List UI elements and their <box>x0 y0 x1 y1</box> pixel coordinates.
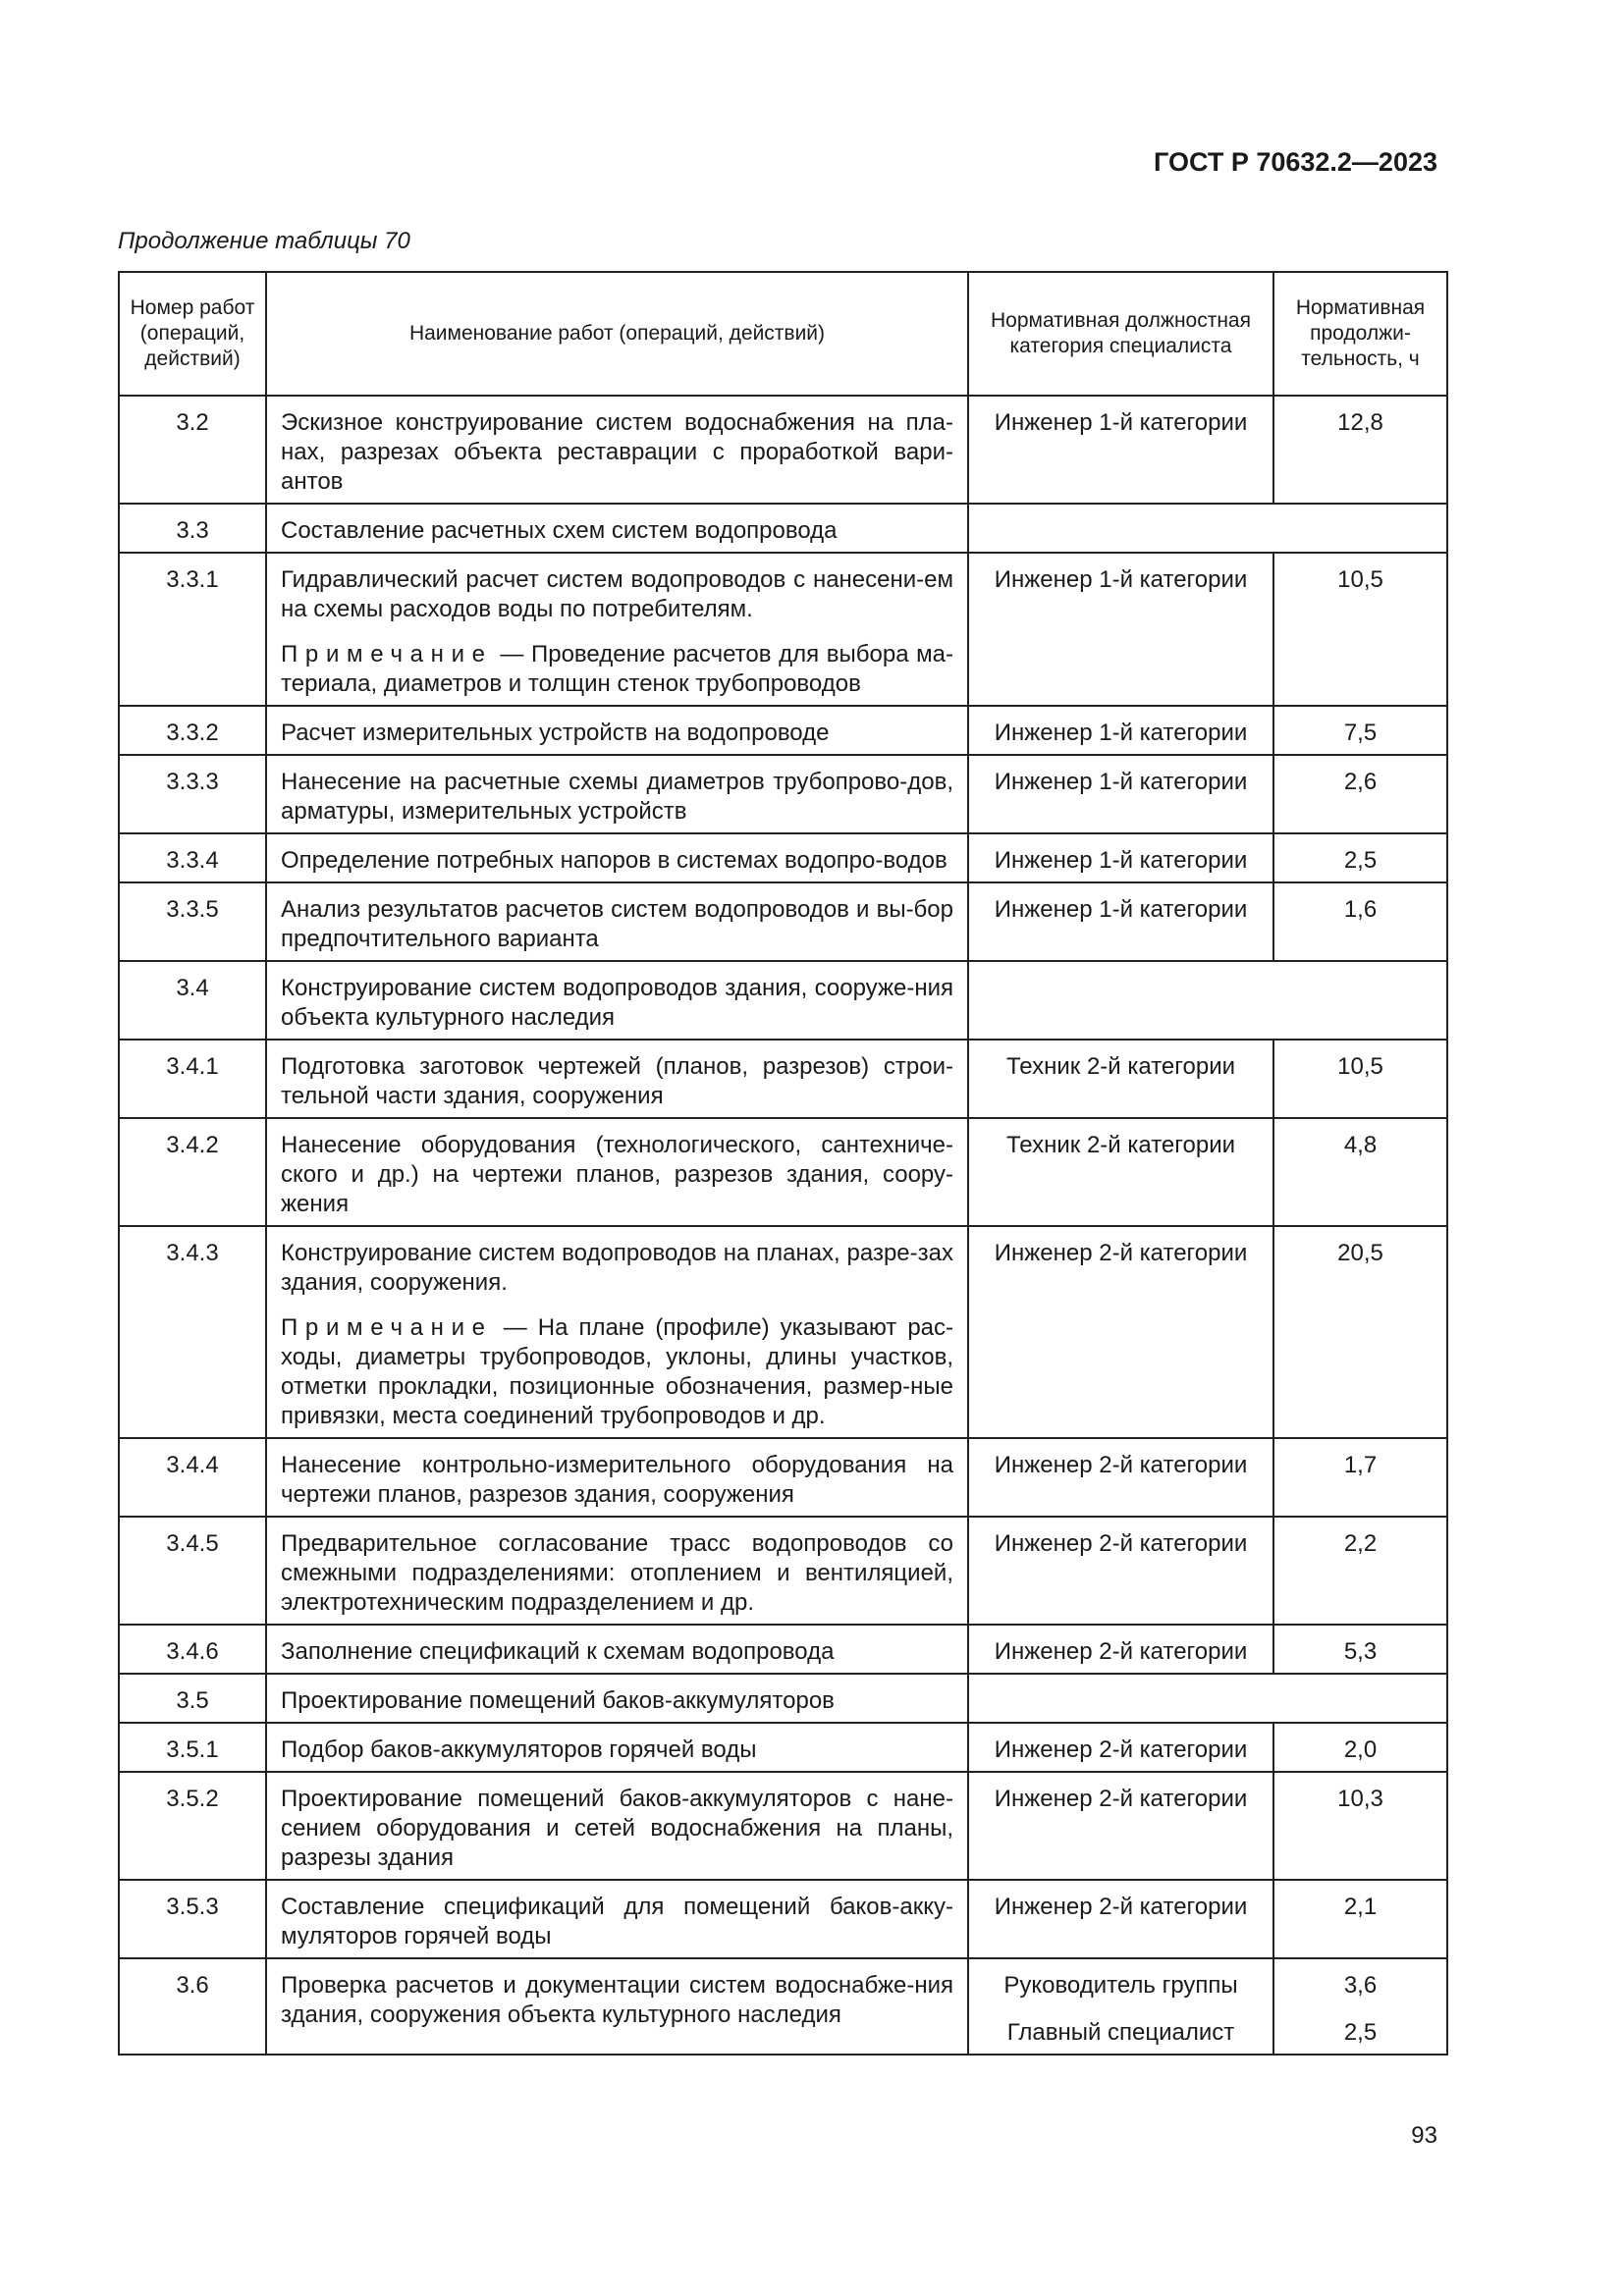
work-text: Нанесение контрольно-измерительного оборудования на чертежи планов, разрезов здания, сооружения <box>281 1452 953 1508</box>
table-row <box>119 1674 1447 1723</box>
work-name <box>266 553 968 706</box>
row-number: 3.5 <box>119 1674 266 1723</box>
norms-table <box>118 271 1448 2056</box>
table-row <box>119 1880 1447 1958</box>
duration-hours: 2,5 <box>1273 833 1447 882</box>
work-name <box>266 1118 968 1226</box>
work-name <box>266 1723 968 1772</box>
work-text: Проектирование помещений баков-аккумуляторов с нане-сением оборудования и сетей водоснабжения на планы, разрезы здания <box>281 1786 953 1871</box>
specialist-category: Инженер 2-й категории <box>968 1438 1273 1517</box>
work-text: Расчет измерительных устройств на водопроводе <box>281 720 830 746</box>
work-name <box>266 1517 968 1625</box>
specialist-category: Техник 2-й категории <box>968 1118 1273 1226</box>
table-row <box>119 1958 1447 2055</box>
work-text: Составление расчетных схем систем водопровода <box>281 517 838 544</box>
page-number: 93 <box>1411 2122 1437 2149</box>
table-caption: Продолжение таблицы 70 <box>118 228 410 254</box>
specialist-category: Инженер 1-й категории <box>968 706 1273 755</box>
row-number: 3.3.3 <box>119 755 266 833</box>
table-row <box>119 755 1447 833</box>
note-text: — Проведение расчетов для выбора ма-териала, диаметров и толщин стенок трубопроводов <box>281 641 953 697</box>
hours-line: 3,6 <box>1343 1972 1378 1999</box>
col-header-work: Наименование работ (операций, действий) <box>266 272 968 396</box>
specialist-category: Инженер 1-й категории <box>968 882 1273 961</box>
note <box>281 1313 953 1431</box>
specialist-category: Инженер 2-й категории <box>968 1880 1273 1958</box>
specialist-category: Инженер 2-й категории <box>968 1723 1273 1772</box>
row-number: 3.4.2 <box>119 1118 266 1226</box>
duration-hours: 10,5 <box>1273 553 1447 706</box>
work-text: Заполнение спецификаций к схемам водопровода <box>281 1638 835 1665</box>
work-text: Нанесение оборудования (технологического, сантехниче-ского и др.) на чертежи планов, разрезов здания, соору-жения <box>281 1132 953 1217</box>
work-text: Проектирование помещений баков-аккумуляторов <box>281 1687 835 1714</box>
duration-hours: 10,5 <box>1273 1040 1447 1118</box>
work-name <box>266 706 968 755</box>
work-text: Гидравлический расчет систем водопроводов с нанесени-ем на схемы расходов воды по потребителям. <box>281 566 953 622</box>
work-name <box>266 1040 968 1118</box>
row-number: 3.3.1 <box>119 553 266 706</box>
work-text: Конструирование систем водопроводов на планах, разре-зах здания, сооружения. <box>281 1240 953 1296</box>
specialist-category: Инженер 1-й категории <box>968 755 1273 833</box>
note-text: — На плане (профиле) указывают рас-ходы, диаметры трубопроводов, уклоны, длины участков, отметки прокладки, позиционные обозначения, размер-ные привязки, места соединений трубопроводов и др. <box>281 1314 953 1429</box>
row-number: 3.4.1 <box>119 1040 266 1118</box>
specialist-category: Техник 2-й категории <box>968 1040 1273 1118</box>
table-row <box>119 1517 1447 1625</box>
row-number: 3.2 <box>119 396 266 504</box>
row-number: 3.3.4 <box>119 833 266 882</box>
table-body <box>119 396 1447 2055</box>
table-row <box>119 961 1447 1040</box>
row-number: 3.5.1 <box>119 1723 266 1772</box>
work-name <box>266 1625 968 1674</box>
duration-hours: 7,5 <box>1273 706 1447 755</box>
work-name <box>266 1226 968 1438</box>
work-name <box>266 1958 968 2055</box>
work-name <box>266 755 968 833</box>
table-row <box>119 1772 1447 1880</box>
hours-line: 2,5 <box>1343 2019 1378 2046</box>
work-text: Проверка расчетов и документации систем водоснабже-ния здания, сооружения объекта культурного наследия <box>281 1972 953 2028</box>
empty-cell <box>968 961 1447 1040</box>
work-text: Определение потребных напоров в системах водопро-водов <box>281 847 947 874</box>
duration-hours: 20,5 <box>1273 1226 1447 1438</box>
work-name <box>266 396 968 504</box>
work-name <box>266 1880 968 1958</box>
table-row <box>119 1625 1447 1674</box>
col-header-hours: Нормативная продолжи-тельность, ч <box>1273 272 1447 396</box>
work-text: Конструирование систем водопроводов здания, сооруже-ния объекта культурного наследия <box>281 975 953 1031</box>
row-number: 3.5.2 <box>119 1772 266 1880</box>
category-line: Главный специалист <box>1006 2019 1235 2046</box>
duration-hours: 10,3 <box>1273 1772 1447 1880</box>
work-name <box>266 882 968 961</box>
work-name <box>266 1772 968 1880</box>
row-number: 3.4.3 <box>119 1226 266 1438</box>
table-row <box>119 553 1447 706</box>
work-text: Подбор баков-аккумуляторов горячей воды <box>281 1736 757 1763</box>
table-row <box>119 396 1447 504</box>
row-number: 3.4.5 <box>119 1517 266 1625</box>
table-row <box>119 1438 1447 1517</box>
specialist-category: Инженер 1-й категории <box>968 396 1273 504</box>
work-text: Анализ результатов расчетов систем водопроводов и вы-бор предпочтительного варианта <box>281 896 953 952</box>
table-row <box>119 1118 1447 1226</box>
specialist-category: Инженер 2-й категории <box>968 1226 1273 1438</box>
duration-hours: 1,7 <box>1273 1438 1447 1517</box>
document-code: ГОСТ Р 70632.2—2023 <box>1154 147 1437 177</box>
row-number: 3.5.3 <box>119 1880 266 1958</box>
table-row <box>119 833 1447 882</box>
work-name <box>266 1674 968 1723</box>
table-row <box>119 882 1447 961</box>
duration-hours: 5,3 <box>1273 1625 1447 1674</box>
table-row <box>119 706 1447 755</box>
work-text: Предварительное согласование трасс водопроводов со смежными подразделениями: отоплением и вентиляцией, электротехническим подразделением и др. <box>281 1530 953 1616</box>
empty-cell <box>968 1674 1447 1723</box>
table-row <box>119 1040 1447 1118</box>
specialist-category: Инженер 2-й категории <box>968 1517 1273 1625</box>
row-number: 3.3.2 <box>119 706 266 755</box>
empty-cell <box>968 504 1447 553</box>
duration-hours: 12,8 <box>1273 396 1447 504</box>
work-text: Составление спецификаций для помещений баков-акку-муляторов горячей воды <box>281 1894 953 1949</box>
category-line: Руководитель группы <box>1003 1972 1238 1999</box>
note-label: Примечание <box>281 1314 493 1341</box>
duration-hours <box>1273 1958 1447 2055</box>
work-text: Эскизное конструирование систем водоснабжения на пла-нах, разрезах объекта реставрации с проработкой вари-антов <box>281 409 953 495</box>
note <box>281 640 953 699</box>
work-text: Нанесение на расчетные схемы диаметров трубопрово-дов, арматуры, измерительных устройств <box>281 769 953 825</box>
specialist-category: Инженер 2-й категории <box>968 1772 1273 1880</box>
row-number: 3.4 <box>119 961 266 1040</box>
work-name <box>266 833 968 882</box>
work-text: Подготовка заготовок чертежей (планов, разрезов) строи-тельной части здания, сооружения <box>281 1053 953 1109</box>
specialist-category: Инженер 1-й категории <box>968 553 1273 706</box>
duration-hours: 2,6 <box>1273 755 1447 833</box>
row-number: 3.4.6 <box>119 1625 266 1674</box>
duration-hours: 2,2 <box>1273 1517 1447 1625</box>
row-number: 3.3 <box>119 504 266 553</box>
table-row <box>119 1723 1447 1772</box>
note-label: Примечание <box>281 641 493 667</box>
duration-hours: 4,8 <box>1273 1118 1447 1226</box>
table-row <box>119 1226 1447 1438</box>
col-header-category: Нормативная должностная категория специалиста <box>968 272 1273 396</box>
row-number: 3.4.4 <box>119 1438 266 1517</box>
row-number: 3.3.5 <box>119 882 266 961</box>
work-name <box>266 961 968 1040</box>
row-number: 3.6 <box>119 1958 266 2055</box>
duration-hours: 2,0 <box>1273 1723 1447 1772</box>
specialist-category: Инженер 1-й категории <box>968 833 1273 882</box>
table-row <box>119 504 1447 553</box>
col-header-num: Номер работ (операций, действий) <box>119 272 266 396</box>
table-header-row <box>119 272 1447 396</box>
specialist-category: Инженер 2-й категории <box>968 1625 1273 1674</box>
duration-hours: 1,6 <box>1273 882 1447 961</box>
work-name <box>266 504 968 553</box>
work-name <box>266 1438 968 1517</box>
duration-hours: 2,1 <box>1273 1880 1447 1958</box>
specialist-category <box>968 1958 1273 2055</box>
